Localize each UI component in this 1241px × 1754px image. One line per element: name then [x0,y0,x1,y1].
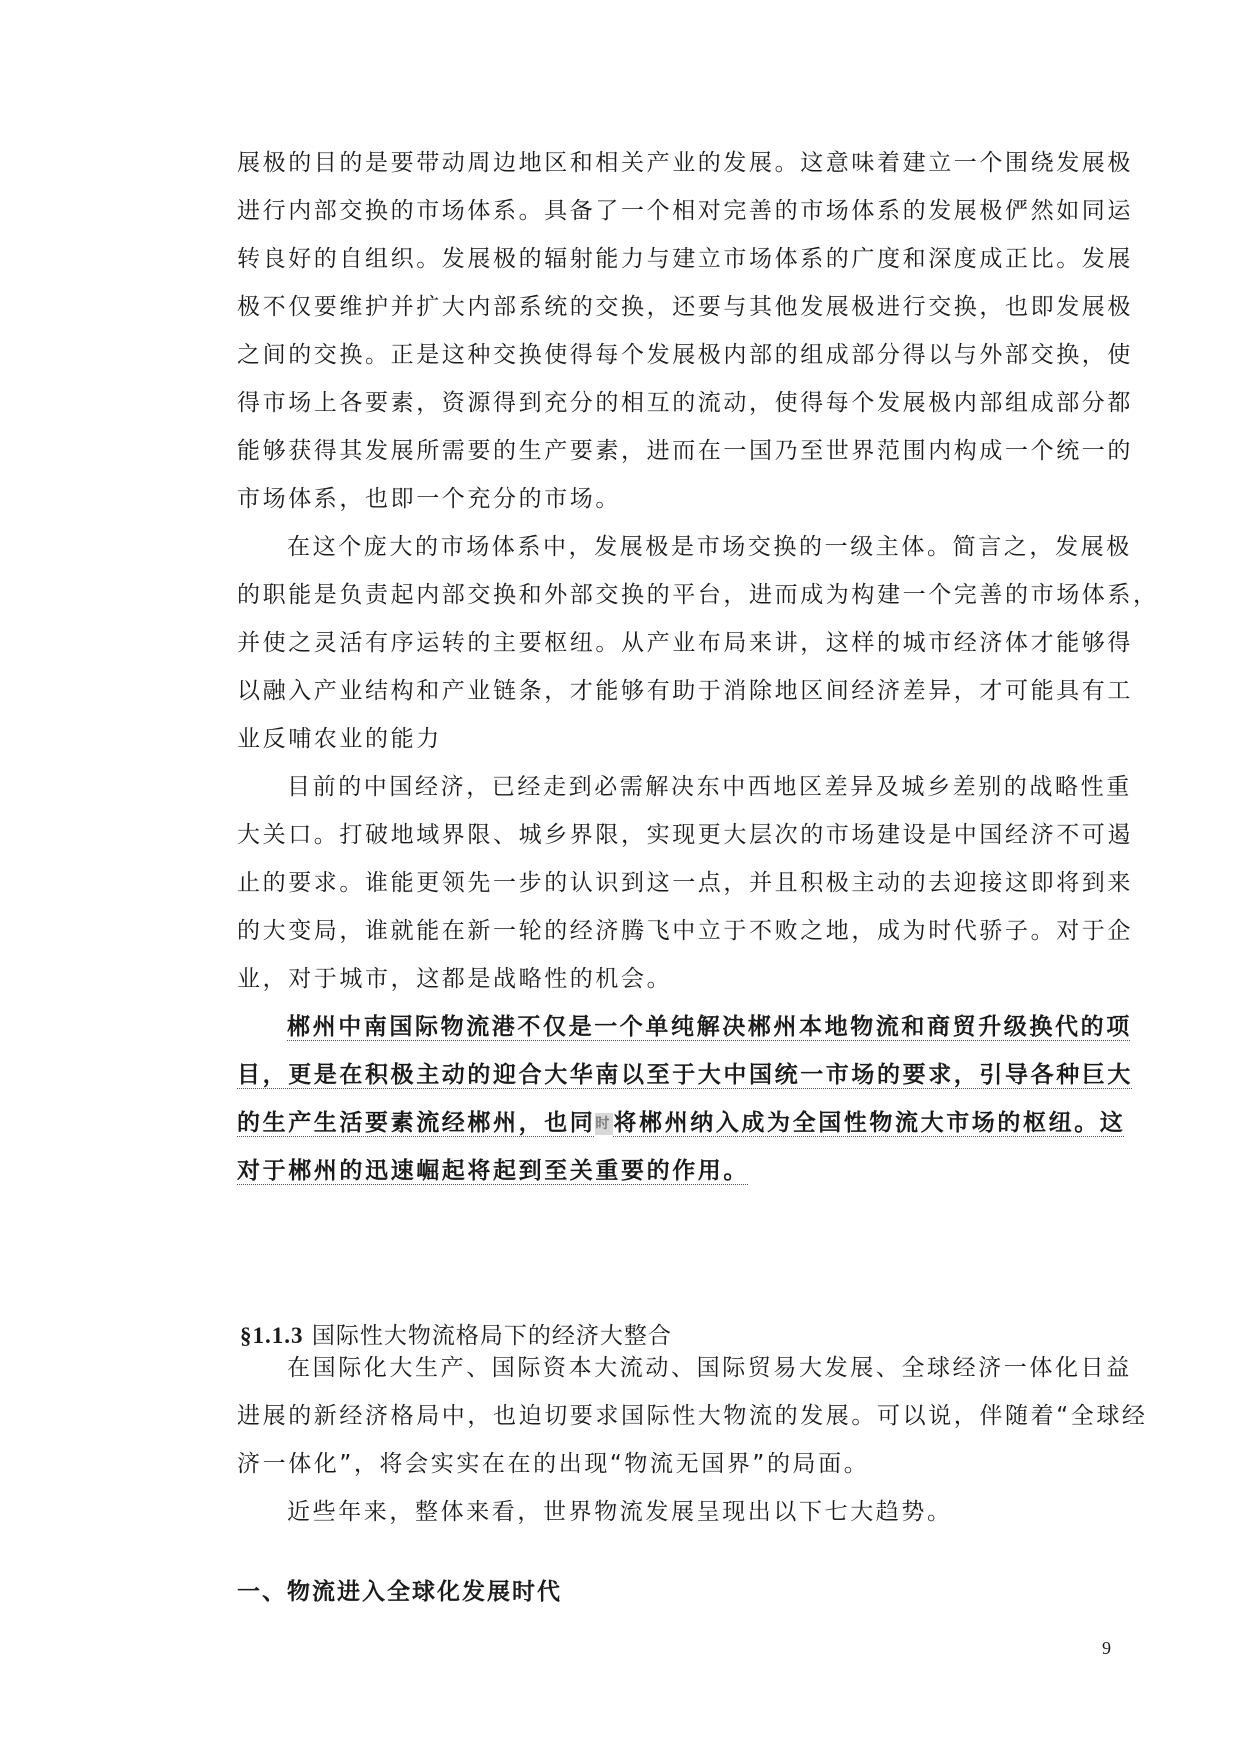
paragraph-3-line-3: 止的要求。谁能更领先一步的认识到这一点，并且积极主动的去迎接这即将到来 [237,870,1133,896]
paragraph-1-line-6: 得市场上各要素，资源得到充分的相互的流动，使得每个发展极内部组成部分都 [237,390,1133,416]
section-body-text [237,1344,1148,1536]
paragraph-4-line-3-text-b: 将郴州纳入成为全国性物流大市场的枢纽。这 [613,1110,1126,1136]
section-paragraph-1-line-1: 在国际化大生产、国际资本大流动、国际贸易大发展、全球经济一体化日益 [287,1355,1132,1381]
paragraph-2-line-4: 以融入产业结构和产业链条，才能够有助于消除地区间经济差异，才可能具有工 [237,678,1133,704]
paragraph-1-line-7: 能够获得其发展所需要的生产要素，进而在一国乃至世界范围内构成一个统一的 [237,438,1133,464]
paragraph-1-line-8: 市场体系，也即一个充分的市场。 [237,486,621,512]
paragraph-3-line-4: 的大变局，谁就能在新一轮的经济腾飞中立于不败之地，成为时代骄子。对于企 [237,918,1133,944]
paragraph-4-line-4 [237,1147,1117,1195]
paragraph-1-line-5: 之间的交换。正是这种交换使得每个发展极内部的组成部分得以与外部交换，使 [237,342,1133,368]
paragraph-3-line-2: 大关口。打破地域界限、城乡界限，实现更大层次的市场建设是中国经济不可遏 [237,822,1133,848]
paragraph-3-line-5: 业，对于城市，这都是战略性的机会。 [237,966,673,992]
section-number: §1.1.3 [240,1323,304,1348]
section-paragraph-1-line-3: 济一体化”，将会实实在在的出现“物流无国界”的局面。 [237,1451,870,1477]
paragraph-4-line-2-text: 目，更是在积极主动的迎合大华南以至于大中国统一市场的要求，引导各种巨大 [237,1062,1133,1088]
paragraph-4-line-1 [237,1003,1132,1051]
paragraph-4-line-1-text: 郴州中南国际物流港不仅是一个单纯解决郴州本地物流和商贸升级换代的项 [287,1014,1132,1040]
paragraph-2-line-5: 业反哺农业的能力 [237,726,442,752]
revision-mark: 时 [595,1113,613,1135]
paragraph-1-line-2: 进行内部交换的市场体系。具备了一个相对完善的市场体系的发展极俨然如同运 [237,198,1133,224]
paragraph-2-line-1: 在这个庞大的市场体系中，发展极是市场交换的一级主体。简言之，发展极 [287,534,1132,560]
paragraph-1-line-4: 极不仅要维护并扩大内部系统的交换，还要与其他发展极进行交换，也即发展极 [237,294,1133,320]
paragraph-4-line-3-text-a: 的生产生活要素流经郴州，也同 [237,1110,596,1136]
paragraph-1-line-3: 转良好的自组织。发展极的辐射能力与建立市场体系的广度和深度成正比。发展 [237,246,1133,272]
paragraph-3-line-1: 目前的中国经济，已经走到必需解决东中西地区差异及城乡差别的战略性重 [287,774,1132,800]
page-number: 9 [1102,1638,1111,1658]
body-text [237,139,1159,1195]
section-title: 国际性大物流格局下的经济大整合 [311,1323,672,1349]
paragraph-1-line-1: 展极的目的是要带动周边地区和相关产业的发展。这意味着建立一个围绕发展极 [237,150,1133,176]
paragraph-2-line-2: 的职能是负责起内部交换和外部交换的平台，进而成为构建一个完善的市场体系， [237,582,1159,608]
paragraph-4-line-2 [237,1051,1133,1099]
paragraph-2-line-3: 并使之灵活有序运转的主要枢纽。从产业布局来讲，这样的城市经济体才能够得 [237,630,1133,656]
sub-heading: 一、物流进入全球化发展时代 [237,1579,562,1605]
section-paragraph-2-line-1: 近些年来，整体来看，世界物流发展呈现出以下七大趋势。 [287,1499,953,1525]
paragraph-4-line-4-text: 对于郴州的迅速崛起将起到至关重要的作用。 [237,1158,749,1184]
paragraph-4-line-3 [237,1099,1126,1147]
section-paragraph-1-line-2: 进展的新经济格局中，也迫切要求国际性大物流的发展。可以说，伴随着“全球经 [237,1403,1148,1429]
